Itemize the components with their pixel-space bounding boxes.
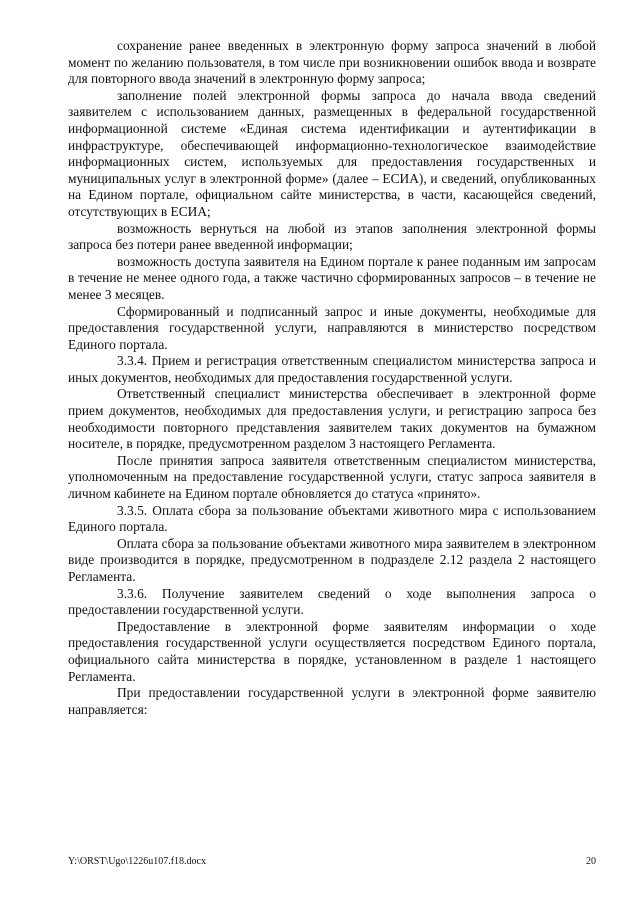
paragraph: 3.3.5. Оплата сбора за пользование объектами животного мира с использованием Единого портала. <box>68 502 596 535</box>
paragraph: 3.3.6. Получение заявителем сведений о ходе выполнения запроса о предоставлении государственной услуги. <box>68 585 596 618</box>
paragraph: 3.3.4. Прием и регистрация ответственным специалистом министерства запроса и иных документов, необходимых для предоставления государственной услуги. <box>68 353 596 385</box>
paragraph: Ответственный специалист министерства обеспечивает в электронной форме прием документов, необходимых для предоставления услуги, и регистрацию запроса без необходимости повторного представления заявителем таких документов на бумажном носителе, в порядке, предусмотренном разделом 3 настоящего Регламента. <box>68 386 596 452</box>
paragraph: возможность вернуться на любой из этапов заполнения электронной формы запроса без потери ранее введенной информации; <box>68 220 596 253</box>
page-number: 20 <box>586 856 596 867</box>
paragraph: сохранение ранее введенных в электронную форму запроса значений в любой момент по желанию пользователя, в том числе при возникновении ошибок ввода и возврате для повторного ввода значений в электронную форму запроса; <box>68 38 596 87</box>
paragraph: Предоставление в электронной форме заявителям информации о ходе предоставления государственной услуги осуществляется посредством Единого портала, официального сайта министерства в порядке, установленном в разделе 1 настоящего Регламента. <box>68 618 596 684</box>
footer-file-path: Y:\ORST\Ugo\1226u107.f18.docx <box>68 856 206 867</box>
paragraph: При предоставлении государственной услуги в электронной форме заявителю направляется: <box>68 685 596 717</box>
paragraph: Оплата сбора за пользование объектами животного мира заявителем в электронном виде производится в порядке, предусмотренном в подразделе 2.12 раздела 2 настоящего Регламента. <box>68 535 596 584</box>
paragraph: заполнение полей электронной формы запроса до начала ввода сведений заявителем с использованием данных, размещенных в федеральной государственной информационной системе «Единая система идентификации и аутентификации в инфраструктуре, обеспечивающей информационно-технологическое взаимодействие информационных систем, используемых для предоставления государственных и муниципальных услуг в электронной форме» (далее – ЕСИА), и сведений, опубликованных на Едином портале, официальном сайте министерства, в части, касающейся сведений, отсутствующих в ЕСИА; <box>68 87 596 219</box>
paragraph: Сформированный и подписанный запрос и иные документы, необходимые для предоставления государственной услуги, направляются в министерство посредством Единого портала. <box>68 303 596 352</box>
paragraph: возможность доступа заявителя на Едином портале к ранее поданным им запросам в течение не менее одного года, а также частично сформированных запросов – в течение не менее 3 месяцев. <box>68 253 596 302</box>
document-body <box>68 38 596 718</box>
paragraph: После принятия запроса заявителя ответственным специалистом министерства, уполномоченным на предоставление государственной услуги, статус запроса заявителя в личном кабинете на Едином портале обновляется до статуса «принято». <box>68 452 596 502</box>
